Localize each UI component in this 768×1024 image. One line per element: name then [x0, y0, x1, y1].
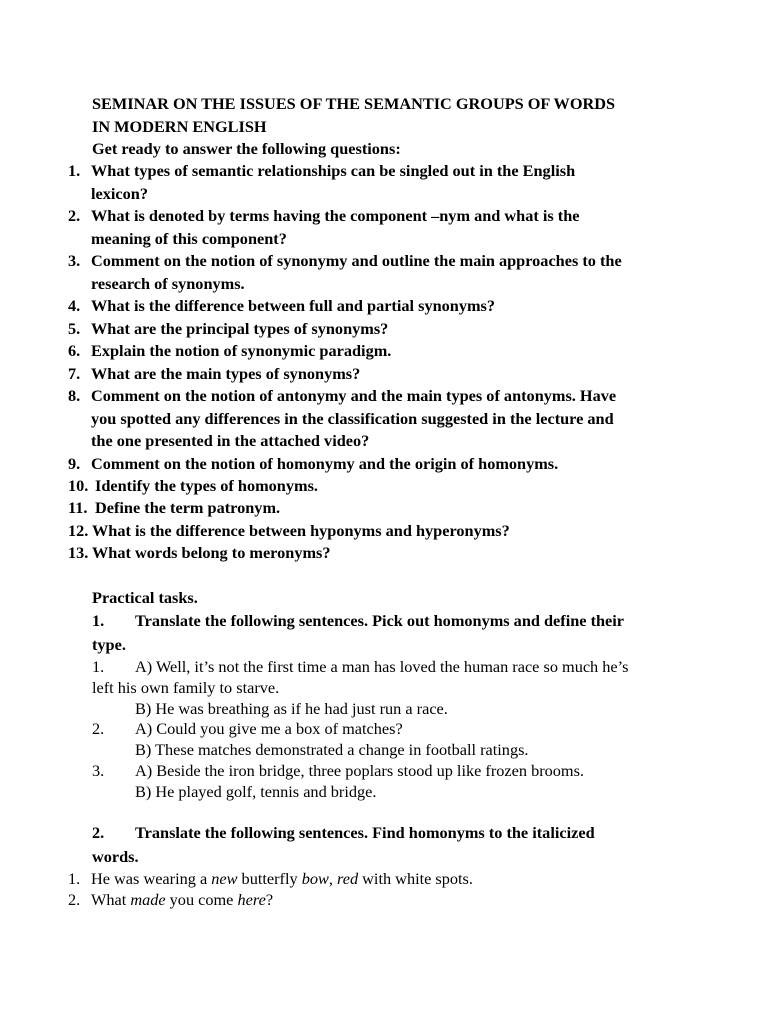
question-number: 3.: [68, 251, 81, 270]
task-1-item-number: 1.: [92, 657, 105, 676]
question-text: research of synonyms.: [91, 274, 245, 293]
italic-word: new: [211, 869, 238, 888]
question-text: the one presented in the attached video?: [91, 431, 370, 450]
task-2-sentence: [91, 868, 473, 890]
task-1-sentence: A) Beside the iron bridge, three poplars stood up like frozen brooms.: [135, 761, 584, 780]
question-number: 4.: [68, 296, 81, 315]
question-number: 6.: [68, 341, 81, 360]
task-2-sentence: [91, 889, 273, 911]
sentence-text: He was wearing a: [91, 869, 212, 888]
question-text: What are the main types of synonyms?: [91, 364, 361, 383]
sentence-text: you come: [165, 890, 238, 909]
question-text: Define the term patronym.: [95, 498, 281, 517]
sentence-text: ?: [265, 890, 274, 909]
question-text: What is the difference between hyponyms and hyperonyms?: [92, 521, 510, 540]
question-number: 12.: [68, 521, 89, 540]
question-number: 9.: [68, 454, 81, 473]
question-text: What is the difference between full and partial synonyms?: [91, 296, 496, 315]
question-number: 13.: [68, 543, 89, 562]
sentence-text: What: [91, 890, 131, 909]
sentence-text: butterfly: [237, 869, 302, 888]
question-number: 2.: [68, 206, 81, 225]
italic-word: made: [130, 890, 166, 909]
task-2-item-number: 2.: [68, 890, 81, 909]
question-text: you spotted any differences in the classification suggested in the lecture and: [91, 409, 614, 428]
question-text: What is denoted by terms having the component –nym and what is the: [91, 206, 580, 225]
title-line-2: IN MODERN ENGLISH: [92, 117, 267, 136]
task-1-sentence: left his own family to starve.: [92, 678, 280, 697]
task-1-sentence: B) These matches demonstrated a change in football ratings.: [135, 740, 529, 759]
task-1-number: 1.: [92, 611, 105, 630]
task-2-number: 2.: [92, 823, 105, 842]
sentence-text: ,: [328, 869, 337, 888]
intro-text: Get ready to answer the following questions:: [92, 139, 401, 158]
task-1-item-number: 3.: [92, 761, 105, 780]
question-number: 5.: [68, 319, 81, 338]
task-1-instruction: Translate the following sentences. Pick out homonyms and define their: [135, 611, 625, 630]
italic-word: here: [237, 890, 266, 909]
task-2-instruction: words.: [92, 847, 139, 866]
question-text: What are the principal types of synonyms?: [91, 319, 389, 338]
question-text: Comment on the notion of antonymy and the main types of antonyms. Have: [91, 386, 617, 405]
task-2-item-number: 1.: [68, 869, 81, 888]
question-text: Comment on the notion of homonymy and the origin of homonyms.: [91, 454, 559, 473]
question-text: meaning of this component?: [91, 229, 287, 248]
question-number: 11.: [68, 498, 88, 517]
task-2-instruction: Translate the following sentences. Find homonyms to the italicized: [135, 823, 595, 842]
question-text: lexicon?: [91, 184, 148, 203]
task-1-item-number: 2.: [92, 719, 105, 738]
title-line-1: SEMINAR ON THE ISSUES OF THE SEMANTIC GROUPS OF WORDS: [92, 94, 616, 113]
task-1-instruction: type.: [92, 635, 126, 654]
practical-heading: Practical tasks.: [92, 588, 198, 607]
task-1-sentence: B) He played golf, tennis and bridge.: [135, 782, 377, 801]
question-number: 1.: [68, 161, 81, 180]
task-1-sentence: B) He was breathing as if he had just run a race.: [135, 699, 448, 718]
sentence-text: with white spots.: [358, 869, 473, 888]
italic-word: bow: [301, 869, 329, 888]
task-1-sentence: A) Could you give me a box of matches?: [135, 719, 403, 738]
question-number: 10.: [68, 476, 89, 495]
task-1-sentence: A) Well, it’s not the first time a man has loved the human race so much he’s: [135, 657, 629, 676]
question-text: Comment on the notion of synonymy and outline the main approaches to the: [91, 251, 622, 270]
question-number: 7.: [68, 364, 81, 383]
question-number: 8.: [68, 386, 81, 405]
italic-word: red: [336, 869, 359, 888]
question-text: What types of semantic relationships can be singled out in the English: [91, 161, 576, 180]
question-text: Identify the types of homonyms.: [95, 476, 318, 495]
question-text: What words belong to meronyms?: [92, 543, 331, 562]
question-text: Explain the notion of synonymic paradigm.: [91, 341, 392, 360]
